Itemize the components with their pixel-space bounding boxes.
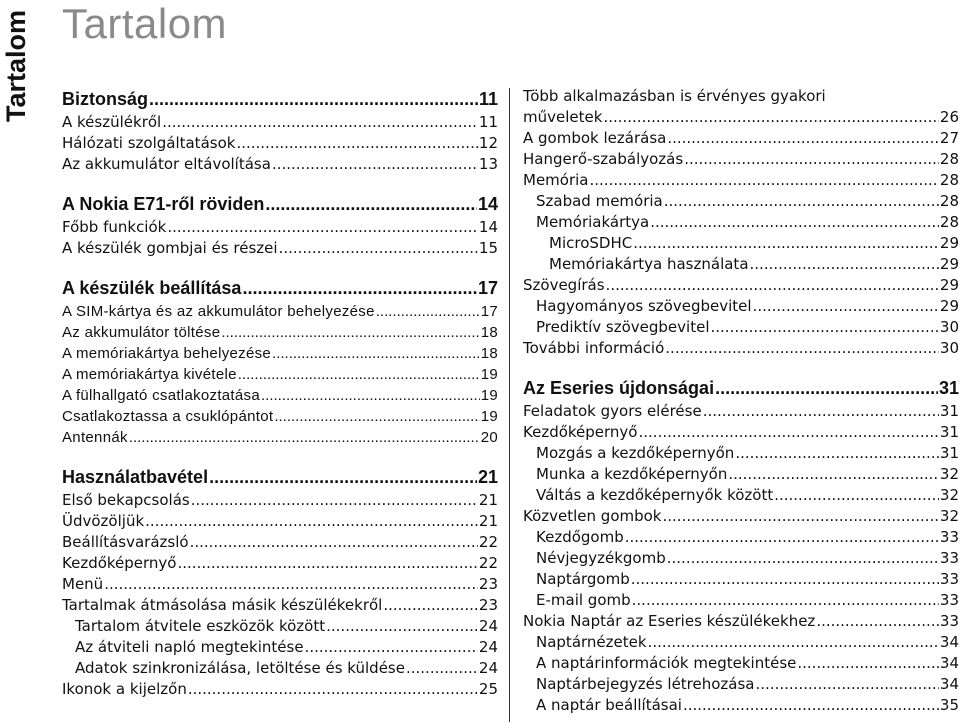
dot-leader <box>664 191 939 212</box>
toc-page-number: 28 <box>939 192 959 210</box>
dot-leader <box>167 217 478 238</box>
toc-entry-title: Beállításvarázsló <box>62 533 189 551</box>
toc-entry-title: A naptárinformációk megtekintése <box>536 654 797 672</box>
toc-page-number: 17 <box>480 303 498 320</box>
column-divider <box>509 88 510 722</box>
toc-page-number: 23 <box>478 596 498 614</box>
toc-entry-title: Munka a kezdőképernyőn <box>536 465 728 483</box>
toc-entry-title: Memória <box>523 171 589 189</box>
toc-page-number: 19 <box>480 366 498 383</box>
toc-page-number: 14 <box>477 194 498 214</box>
toc-entry[interactable] <box>523 464 959 485</box>
toc-entry[interactable] <box>523 548 959 569</box>
toc-entry[interactable] <box>523 401 959 422</box>
toc-page-number: 24 <box>478 659 498 677</box>
toc-page-number: 29 <box>939 234 959 252</box>
dot-leader <box>632 590 939 611</box>
dot-leader <box>756 674 939 695</box>
toc-entry[interactable] <box>523 317 959 338</box>
toc-entry[interactable] <box>62 385 498 406</box>
toc-page-number: 35 <box>939 696 959 714</box>
toc-entry-title: Memóriakártya <box>536 213 650 231</box>
toc-page-number: 13 <box>478 155 498 173</box>
toc-page-number: 32 <box>939 486 959 504</box>
toc-entry-title: A gombok lezárása <box>523 129 667 147</box>
toc-entry-title: További információ <box>523 339 665 357</box>
toc-entry[interactable] <box>523 506 959 527</box>
toc-entry[interactable] <box>523 338 959 359</box>
toc-page-number: 18 <box>480 324 498 341</box>
dot-leader <box>797 653 939 674</box>
dot-leader <box>383 595 478 616</box>
toc-entry-title: Főbb funkciók <box>62 218 167 236</box>
dot-leader <box>631 569 939 590</box>
section-gap <box>523 359 959 375</box>
toc-entry[interactable] <box>62 658 498 679</box>
toc-section-entry[interactable] <box>62 191 498 217</box>
dot-leader <box>221 322 479 343</box>
toc-entry-title: Tartalmak átmásolása másik készülékekről <box>62 596 383 614</box>
toc-entry[interactable] <box>62 427 498 448</box>
toc-page-number: 15 <box>478 239 498 257</box>
toc-entry-title: Névjegyzékgomb <box>536 549 666 567</box>
toc-entry-title: A SIM-kártya és az akkumulátor behelyezése <box>62 303 375 320</box>
dot-leader <box>236 133 477 154</box>
toc-section-entry[interactable] <box>62 275 498 301</box>
dot-leader <box>238 364 480 385</box>
toc-page-number: 25 <box>478 680 498 698</box>
toc-page-number: 11 <box>478 113 498 131</box>
toc-entry-title: A memóriakártya kivétele <box>62 366 237 383</box>
toc-right-column <box>523 86 959 716</box>
toc-entry[interactable] <box>523 254 959 275</box>
dot-leader <box>753 296 939 317</box>
toc-entry-title: Kezdőképernyő <box>523 423 638 441</box>
toc-entry-title: Az átviteli napló megtekintése <box>75 638 304 656</box>
toc-section-entry[interactable] <box>62 464 498 490</box>
toc-page-number: 32 <box>939 507 959 525</box>
toc-entry[interactable] <box>62 574 498 595</box>
toc-entry[interactable] <box>523 695 959 716</box>
dot-leader <box>274 406 479 427</box>
toc-entry-title: A Nokia E71-ről röviden <box>62 194 265 214</box>
toc-entry[interactable] <box>523 191 959 212</box>
dot-leader <box>191 490 478 511</box>
toc-entry[interactable] <box>523 485 959 506</box>
toc-entry-title: Tartalom átvitele eszközök között <box>75 617 326 635</box>
dot-leader <box>603 107 938 128</box>
toc-entry-title: A készülék gombjai és részei <box>62 239 278 257</box>
toc-entry-title: Antennák <box>62 429 128 446</box>
dot-leader <box>209 464 477 490</box>
toc-entry-title: MicroSDHC <box>549 234 633 252</box>
toc-entry-title: Menü <box>62 575 104 593</box>
toc-entry-title: A készülék beállítása <box>62 278 242 298</box>
dot-leader <box>710 317 938 338</box>
toc-page-number: 27 <box>939 129 959 147</box>
toc-page-number: 23 <box>478 575 498 593</box>
toc-entry-title: A naptár beállításai <box>536 696 682 714</box>
toc-page-number: 12 <box>478 134 498 152</box>
toc-entry-title: Naptárgomb <box>536 570 630 588</box>
toc-page-number: 31 <box>938 378 959 398</box>
toc-entry-title: Az Eseries újdonságai <box>523 378 715 398</box>
toc-page-number: 31 <box>939 402 959 420</box>
toc-entry-title: Szabad memória <box>536 192 663 210</box>
dot-leader <box>188 679 478 700</box>
dot-leader <box>683 695 939 716</box>
dot-leader <box>648 632 939 653</box>
toc-entry[interactable] <box>62 595 498 616</box>
toc-entry-title: Biztonság <box>62 89 149 109</box>
dot-leader <box>703 401 939 422</box>
toc-entry-title: A készülékről <box>62 113 162 131</box>
toc-entry[interactable] <box>62 217 498 238</box>
dot-leader <box>265 191 477 217</box>
toc-entry-title: Üdvözöljük <box>62 512 145 530</box>
toc-page-number: 29 <box>939 255 959 273</box>
toc-entry-title: Naptárnézetek <box>536 633 647 651</box>
toc-entry-title: Hálózati szolgáltatások <box>62 134 236 152</box>
dot-leader <box>279 238 478 259</box>
toc-page-number: 17 <box>477 278 498 298</box>
toc-entry[interactable] <box>523 296 959 317</box>
toc-page-number: 24 <box>478 617 498 635</box>
toc-entry-title: Az akkumulátor eltávolítása <box>62 155 271 173</box>
dot-leader <box>261 385 480 406</box>
toc-entry-title: Váltás a kezdőképernyők között <box>536 486 774 504</box>
toc-entry[interactable] <box>62 343 498 364</box>
section-gap <box>62 448 498 464</box>
dot-leader <box>190 532 478 553</box>
toc-entry[interactable] <box>62 112 498 133</box>
toc-page-number: 22 <box>478 554 498 572</box>
toc-page-number: 26 <box>939 108 959 126</box>
side-tab-label: Tartalom <box>1 9 31 122</box>
toc-entry[interactable] <box>62 406 498 427</box>
dot-leader <box>145 511 478 532</box>
dot-leader <box>406 658 478 679</box>
dot-leader <box>667 548 939 569</box>
dot-leader <box>774 485 939 506</box>
toc-page-number: 34 <box>939 633 959 651</box>
dot-leader <box>129 427 480 448</box>
toc-entry-title: Memóriakártya használata <box>549 255 749 273</box>
toc-entry[interactable] <box>62 364 498 385</box>
toc-page-number: 33 <box>939 570 959 588</box>
toc-page-number: 33 <box>939 591 959 609</box>
dot-leader <box>684 149 939 170</box>
toc-entry-title: Közvetlen gombok <box>523 507 662 525</box>
toc-entry[interactable] <box>523 632 959 653</box>
toc-page-number: 34 <box>939 675 959 693</box>
dot-leader <box>104 574 478 595</box>
toc-entry[interactable] <box>523 107 959 128</box>
toc-section-entry[interactable] <box>523 375 959 401</box>
toc-entry[interactable] <box>62 238 498 259</box>
toc-page-number: 24 <box>478 638 498 656</box>
toc-page-number: 14 <box>478 218 498 236</box>
dot-leader <box>663 506 939 527</box>
toc-left-column <box>62 86 498 700</box>
dot-leader <box>178 553 478 574</box>
toc-entry[interactable] <box>523 275 959 296</box>
dot-leader <box>606 275 939 296</box>
dot-leader <box>728 464 939 485</box>
toc-entry-title: Kezdőképernyő <box>62 554 177 572</box>
toc-page-number: 19 <box>480 387 498 404</box>
toc-entry-title: Mozgás a kezdőképernyőn <box>536 444 735 462</box>
dot-leader <box>639 422 939 443</box>
toc-page-number: 11 <box>478 89 498 109</box>
toc-entry[interactable] <box>523 149 959 170</box>
toc-entry-title: Feladatok gyors elérése <box>523 402 702 420</box>
toc-entry[interactable] <box>62 154 498 175</box>
dot-leader <box>715 375 938 401</box>
toc-entry[interactable] <box>523 569 959 590</box>
toc-entry[interactable] <box>62 637 498 658</box>
toc-entry[interactable] <box>62 532 498 553</box>
toc-page-number: 22 <box>478 533 498 551</box>
toc-entry[interactable] <box>523 674 959 695</box>
toc-page-number: 32 <box>939 465 959 483</box>
toc-entry-line1[interactable]: Több alkalmazásban is érvényes gyakori <box>523 87 826 105</box>
toc-page-number: 30 <box>939 318 959 336</box>
toc-entry[interactable] <box>523 212 959 233</box>
toc-entry-title: Ikonok a kijelzőn <box>62 680 187 698</box>
page-title: Tartalom <box>62 0 228 47</box>
toc-entry-title: Kezdőgomb <box>536 528 624 546</box>
dot-leader <box>816 611 939 632</box>
dot-leader <box>305 637 478 658</box>
dot-leader <box>667 128 939 149</box>
toc-entry[interactable] <box>523 527 959 548</box>
toc-page-number: 31 <box>939 444 959 462</box>
toc-entry-title: Szövegírás <box>523 276 605 294</box>
toc-entry[interactable] <box>62 301 498 322</box>
toc-entry[interactable] <box>523 653 959 674</box>
toc-entry-title: E-mail gomb <box>536 591 631 609</box>
toc-entry-title: Hangerő-szabályozás <box>523 150 684 168</box>
dot-leader <box>149 86 478 112</box>
toc-page-number: 20 <box>480 429 498 446</box>
toc-page-number: 21 <box>478 512 498 530</box>
toc-page-number: 33 <box>939 549 959 567</box>
toc-entry[interactable] <box>523 590 959 611</box>
toc-entry[interactable] <box>523 170 959 191</box>
toc-page-number: 21 <box>477 467 498 487</box>
toc-page-number: 28 <box>939 213 959 231</box>
toc-entry-title: Az akkumulátor töltése <box>62 324 221 341</box>
toc-entry[interactable] <box>523 233 959 254</box>
toc-entry-title: Adatok szinkronizálása, letöltése és küldése <box>75 659 405 677</box>
dot-leader <box>735 443 939 464</box>
section-gap <box>62 259 498 275</box>
toc-entry[interactable] <box>62 133 498 154</box>
toc-entry[interactable] <box>523 443 959 464</box>
toc-entry-title: műveletek <box>523 108 603 126</box>
toc-page-number: 31 <box>939 423 959 441</box>
toc-section-entry[interactable] <box>62 86 498 112</box>
toc-entry[interactable] <box>62 616 498 637</box>
toc-entry-title: Hagyományos szövegbevitel <box>536 297 752 315</box>
toc-entry[interactable] <box>62 553 498 574</box>
dot-leader <box>272 343 480 364</box>
toc-entry[interactable] <box>523 128 959 149</box>
toc-entry[interactable] <box>62 322 498 343</box>
dot-leader <box>665 338 939 359</box>
toc-entry-title: Csatlakoztassa a csuklópántot <box>62 408 274 425</box>
toc-entry[interactable] <box>62 511 498 532</box>
toc-page-number: 30 <box>939 339 959 357</box>
toc-entry[interactable] <box>62 490 498 511</box>
toc-page-number: 21 <box>478 491 498 509</box>
toc-page-number: 29 <box>939 276 959 294</box>
toc-entry-title: Használatbavétel <box>62 467 209 487</box>
toc-page-number: 28 <box>939 171 959 189</box>
dot-leader <box>590 170 939 191</box>
dot-leader <box>326 616 478 637</box>
dot-leader <box>650 212 939 233</box>
toc-entry[interactable] <box>523 611 959 632</box>
toc-entry[interactable] <box>523 422 959 443</box>
dot-leader <box>242 275 477 301</box>
dot-leader <box>272 154 478 175</box>
toc-entry-title: A memóriakártya behelyezése <box>62 345 272 362</box>
section-gap <box>62 175 498 191</box>
toc-page-number: 34 <box>939 654 959 672</box>
toc-page-number: 33 <box>939 528 959 546</box>
toc-page-number: 33 <box>939 612 959 630</box>
dot-leader <box>750 254 939 275</box>
toc-entry-title: Prediktív szövegbevitel <box>536 318 710 336</box>
toc-entry-title: A fülhallgató csatlakoztatása <box>62 387 260 404</box>
toc-page-number: 29 <box>939 297 959 315</box>
dot-leader <box>633 233 939 254</box>
toc-entry-title: Első bekapcsolás <box>62 491 190 509</box>
side-tab <box>0 0 34 124</box>
toc-entry-title: Nokia Naptár az Eseries készülékekhez <box>523 612 816 630</box>
toc-page-number: 19 <box>480 408 498 425</box>
dot-leader <box>625 527 939 548</box>
toc-page-number: 28 <box>939 150 959 168</box>
toc-page-number: 18 <box>480 345 498 362</box>
dot-leader <box>376 301 480 322</box>
dot-leader <box>162 112 478 133</box>
toc-entry-title: Naptárbejegyzés létrehozása <box>536 675 755 693</box>
toc-entry[interactable] <box>62 679 498 700</box>
